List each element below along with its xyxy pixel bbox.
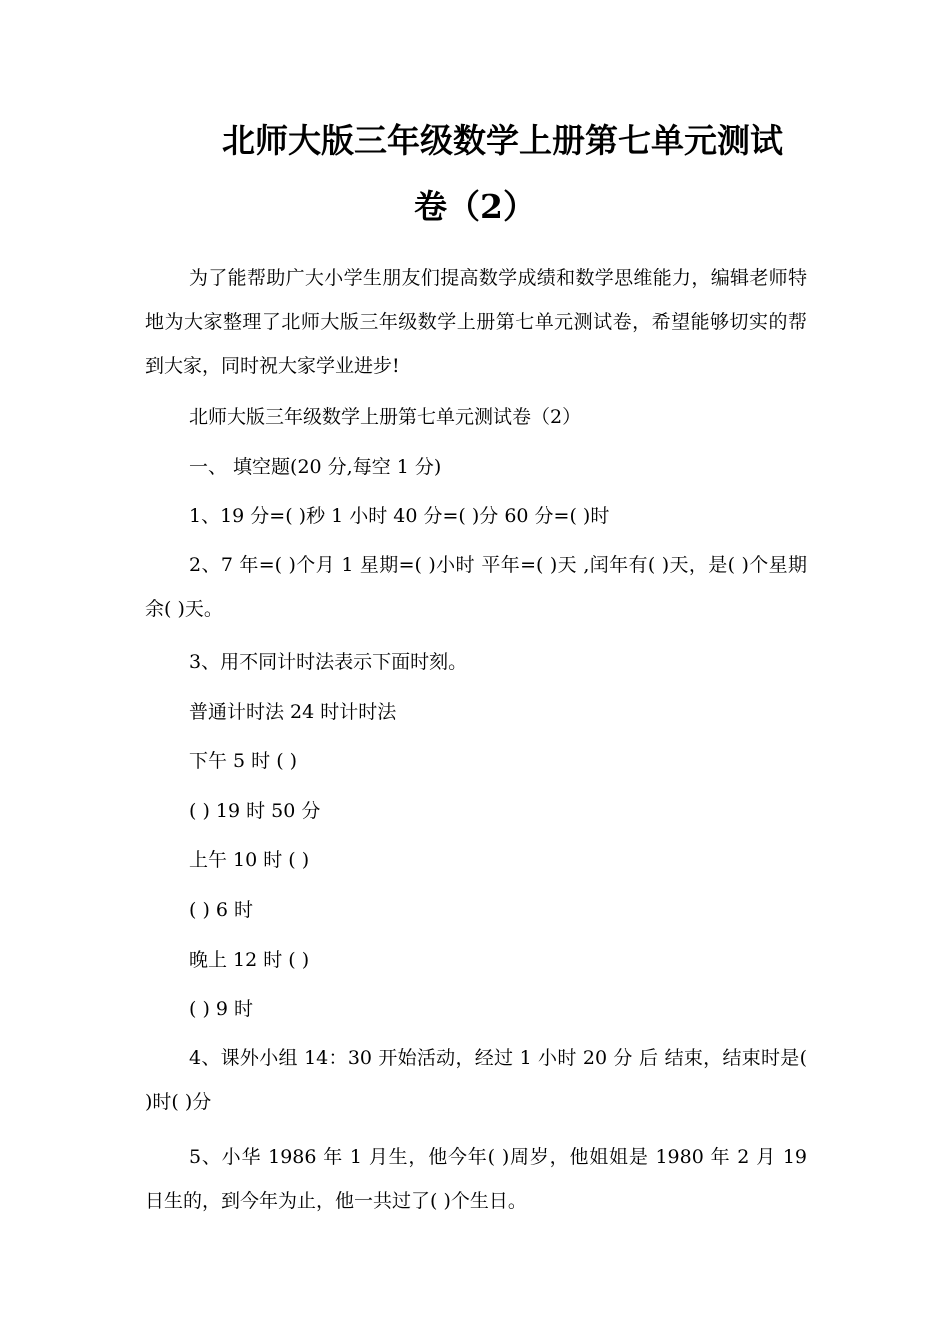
document-title-line2: 卷（2）	[414, 187, 536, 226]
question-3-row: 下午 5 时 ( )	[189, 750, 298, 772]
question-3-row: 上午 10 时 ( )	[189, 849, 310, 871]
question-1: 1、19 分=( )秒 1 小时 40 分=( )分 60 分=( )时	[189, 505, 610, 527]
question-3: 3、用不同计时法表示下面时刻。	[189, 651, 468, 673]
subtitle: 北师大版三年级数学上册第七单元测试卷（2）	[189, 406, 582, 428]
question-3-row: 晚上 12 时 ( )	[189, 949, 310, 971]
question-3-header: 普通计时法 24 时计时法	[189, 701, 397, 723]
question-2: 2、7 年=( )个月 1 星期=( )小时 平年=( )天 ,闰年有( )天，是( )个星期余( )天。	[145, 554, 807, 620]
question-5: 5、小华 1986 年 1 月生，他今年( )周岁，他姐姐是 1980 年 2 月 19 日生的，到今年为止，他一共过了( )个生日。	[145, 1146, 807, 1212]
question-3-row: ( ) 9 时	[189, 998, 254, 1020]
section-heading-fill-blank: 一、 填空题(20 分,每空 1 分)	[189, 456, 442, 478]
question-4: 4、课外小组 14：30 开始活动，经过 1 小时 20 分 后 结束，结束时是( )时( )分	[145, 1047, 807, 1113]
question-3-row: ( ) 19 时 50 分	[189, 800, 321, 822]
document-title-line1: 北师大版三年级数学上册第七单元测试	[222, 121, 783, 160]
question-3-row: ( ) 6 时	[189, 899, 254, 921]
intro-paragraph: 为了能帮助广大小学生朋友们提高数学成绩和数学思维能力，编辑老师特地为大家整理了北师大版三年级数学上册第七单元测试卷，希望能够切实的帮到大家，同时祝大家学业进步!	[145, 267, 807, 377]
